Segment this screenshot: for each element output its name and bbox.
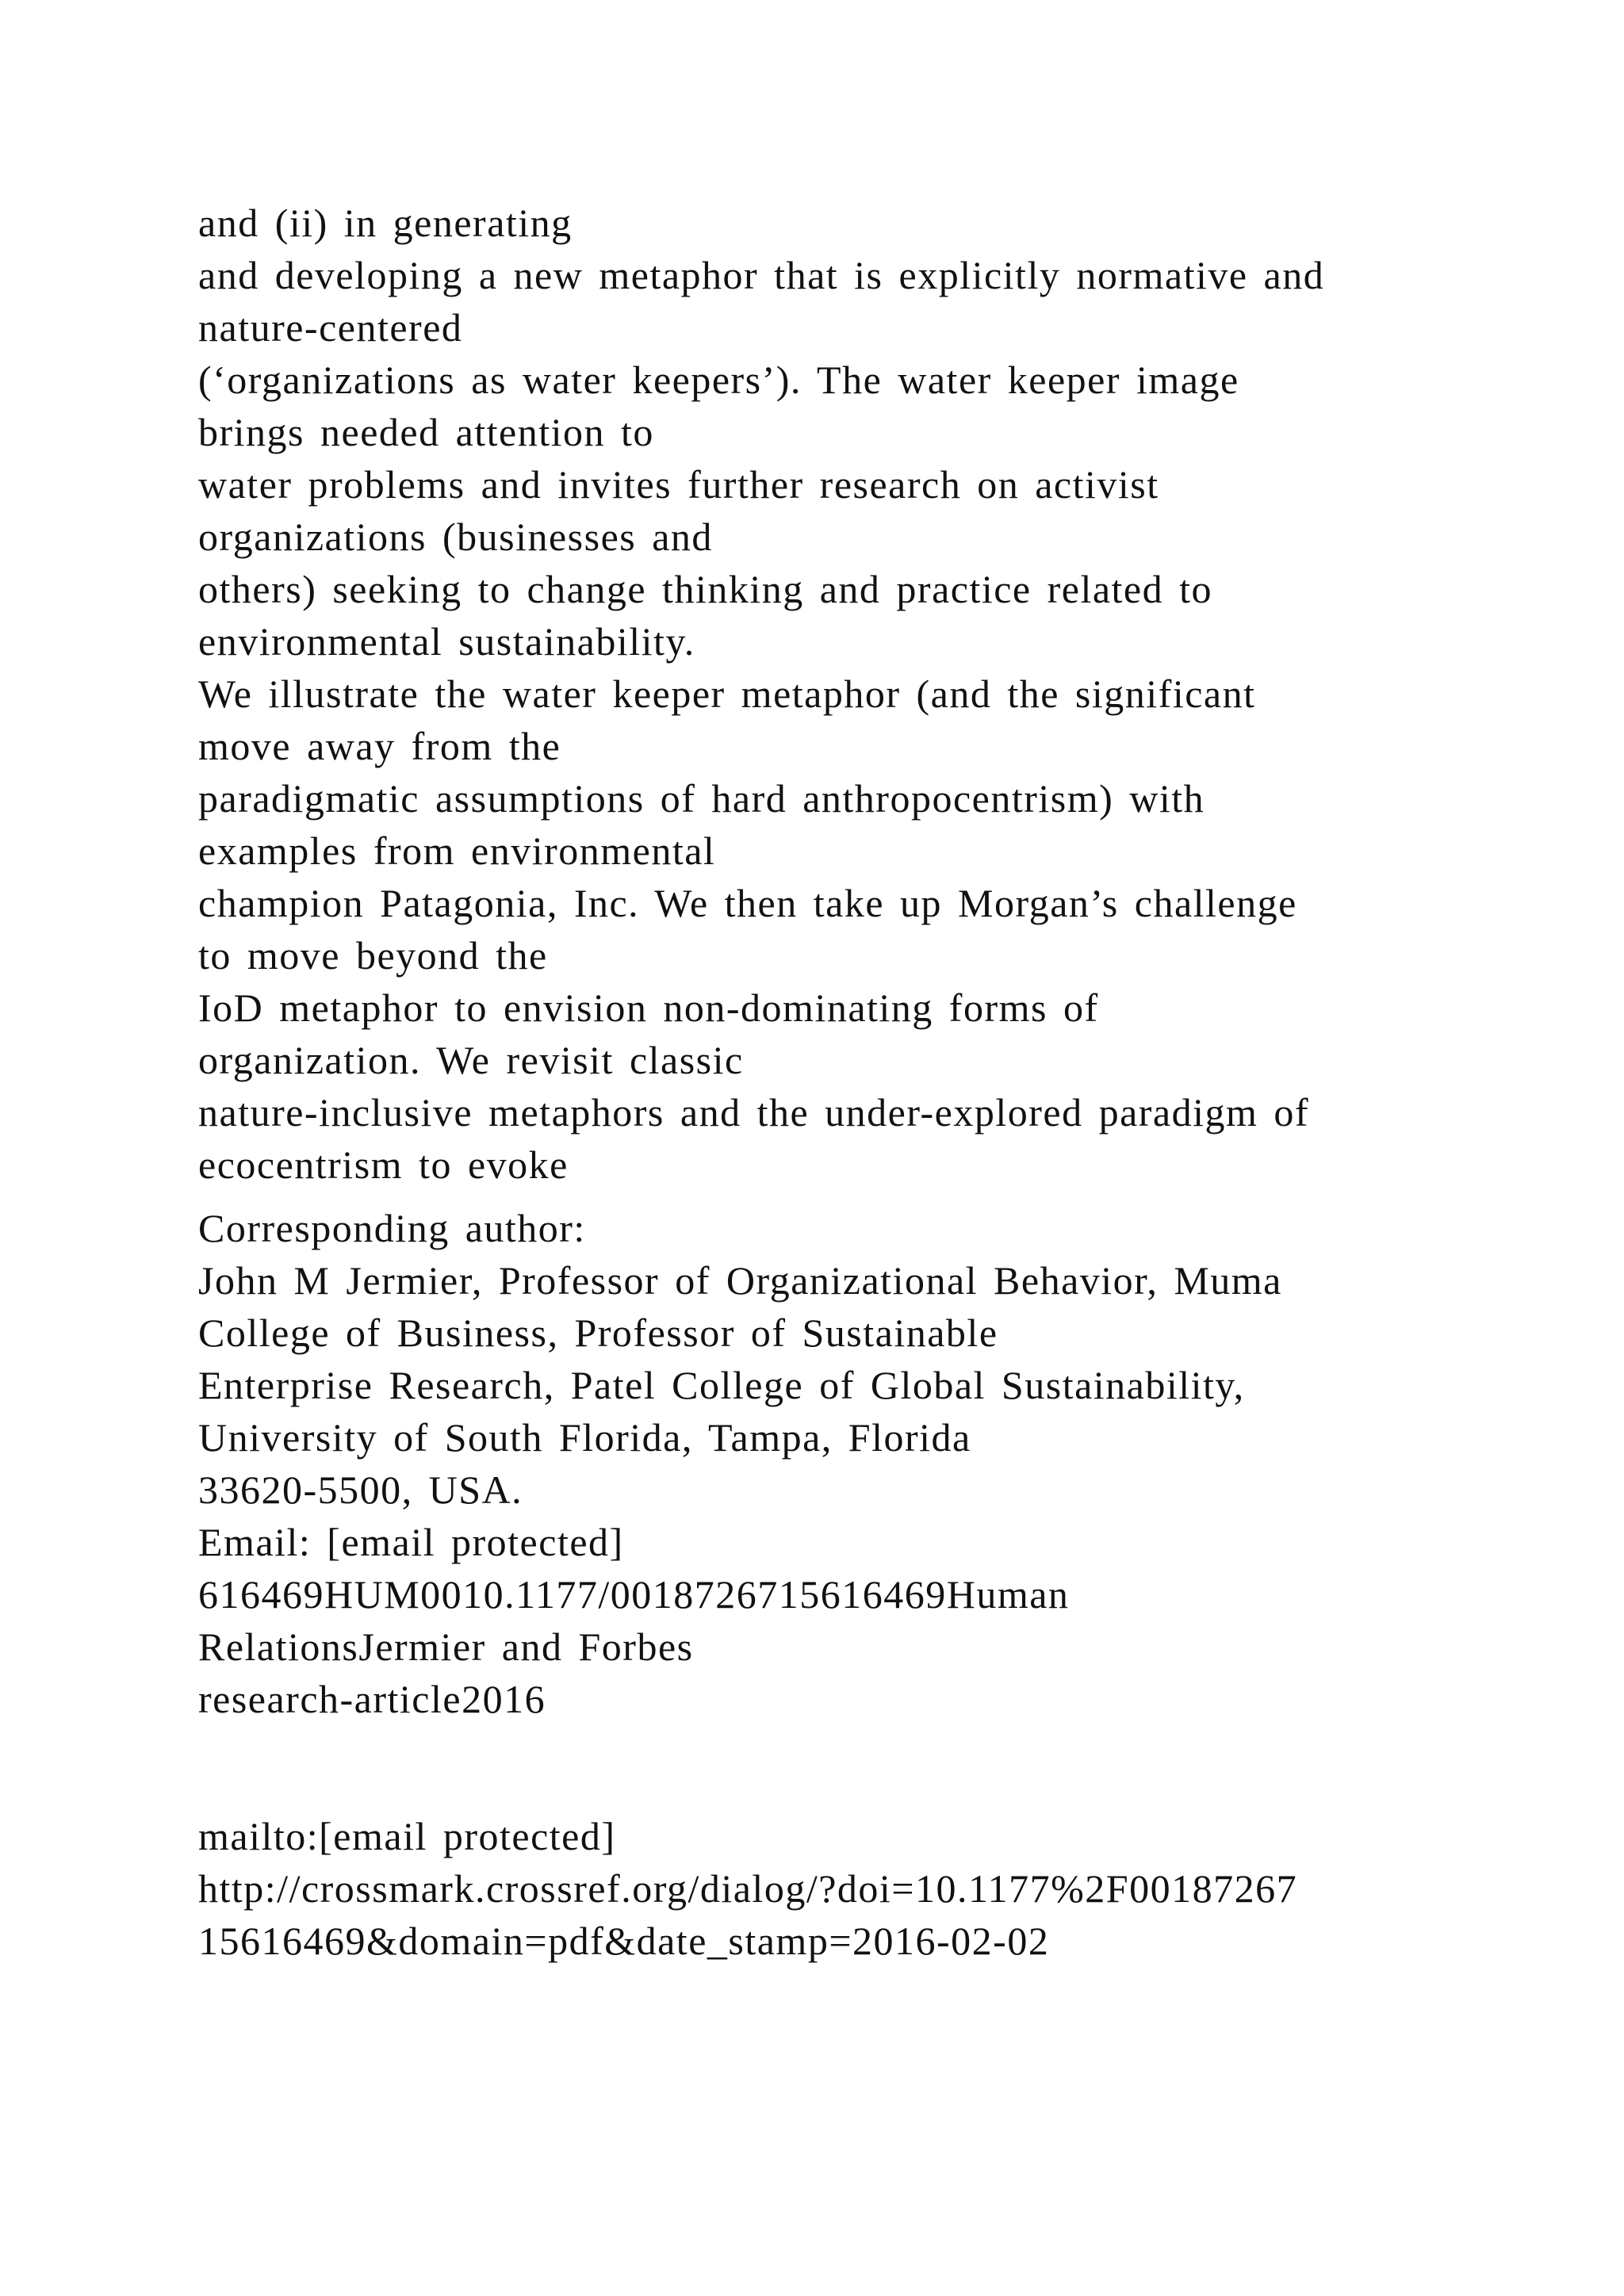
author-line: John M Jermier, Professor of Organizational Behavior, Muma <box>198 1258 1282 1303</box>
text-line: brings needed attention to <box>198 410 654 454</box>
author-heading: Corresponding author: <box>198 1206 586 1250</box>
text-line: champion Patagonia, Inc. We then take up Morgan’s challenge <box>198 881 1297 925</box>
crossmark-link-continued[interactable]: 15616469&domain=pdf&date_stamp=2016-02-02 <box>198 1919 1050 1963</box>
author-line: Enterprise Research, Patel College of Global Sustainability, <box>198 1363 1245 1407</box>
journal-line: RelationsJermier and Forbes <box>198 1624 694 1669</box>
text-line: nature-centered <box>198 305 463 350</box>
text-line: and developing a new metaphor that is explicitly normative and <box>198 253 1325 297</box>
text-line: examples from environmental <box>198 828 716 873</box>
links-block <box>198 1810 1499 1967</box>
text-line: nature-inclusive metaphors and the under-explored paradigm of <box>198 1090 1310 1135</box>
author-line: College of Business, Professor of Sustainable <box>198 1311 998 1355</box>
article-type-line: research-article2016 <box>198 1677 546 1721</box>
text-line: and (ii) in generating <box>198 201 573 245</box>
text-line: water problems and invites further research on activist <box>198 462 1159 507</box>
text-line: others) seeking to change thinking and practice related to <box>198 567 1213 611</box>
doi-line: 616469HUM0010.1177/0018726715616469Human <box>198 1572 1070 1617</box>
text-line: environmental sustainability. <box>198 619 695 664</box>
text-line: organizations (businesses and <box>198 515 713 559</box>
text-line: (‘organizations as water keepers’). The water keeper image <box>198 358 1239 402</box>
email-line: Email: [email protected] <box>198 1520 624 1564</box>
text-line: We illustrate the water keeper metaphor (and the significant <box>198 672 1256 716</box>
text-line: to move beyond the <box>198 933 548 978</box>
text-line: paradigmatic assumptions of hard anthropocentrism) with <box>198 776 1205 821</box>
text-line: move away from the <box>198 724 561 768</box>
author-line: University of South Florida, Tampa, Florida <box>198 1415 971 1460</box>
crossmark-link[interactable]: http://crossmark.crossref.org/dialog/?doi=10.1177%2F00187267 <box>198 1866 1298 1911</box>
text-line: organization. We revisit classic <box>198 1038 744 1082</box>
corresponding-author-block <box>198 1202 1499 1725</box>
mailto-link[interactable]: mailto:[email protected] <box>198 1814 616 1858</box>
text-line: IoD metaphor to envision non-dominating forms of <box>198 985 1099 1030</box>
text-line: ecocentrism to evoke <box>198 1142 569 1187</box>
author-line: 33620-5500, USA. <box>198 1468 523 1512</box>
abstract-text <box>198 197 1499 1191</box>
